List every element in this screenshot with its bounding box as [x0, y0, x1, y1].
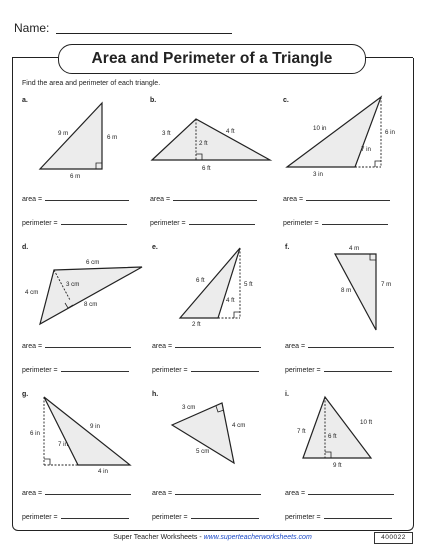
- perimeter-answer-a[interactable]: [22, 217, 127, 227]
- problem-letter: e.: [152, 244, 158, 251]
- triangle-g: [22, 391, 152, 491]
- perimeter-answer-d[interactable]: [22, 364, 129, 374]
- problem-b: [150, 97, 280, 247]
- area-answer-f[interactable]: [285, 340, 394, 350]
- label-side: 6 ft: [328, 433, 337, 440]
- label-side: 8 m: [341, 287, 352, 294]
- area-answer-a[interactable]: [22, 193, 129, 203]
- area-label: area =: [285, 490, 306, 497]
- label-side: 7 ft: [297, 428, 306, 435]
- footer-link[interactable]: www.superteacherworksheets.com: [203, 534, 312, 541]
- label-side: 9 m: [58, 130, 69, 137]
- label-side: 6 m: [107, 134, 118, 141]
- perimeter-label: perimeter =: [152, 367, 188, 374]
- problem-letter: d.: [22, 244, 29, 251]
- label-side: 6 ft: [202, 165, 211, 172]
- problem-f: [285, 244, 415, 394]
- problem-letter: f.: [285, 244, 290, 251]
- label-side: 4 ft: [226, 297, 235, 304]
- area-label: area =: [152, 343, 173, 350]
- area-label: area =: [283, 196, 304, 203]
- problem-d: [22, 244, 152, 394]
- triangle-d: [22, 244, 152, 344]
- label-side: 5 ft: [244, 281, 253, 288]
- label-side: 3 cm: [182, 404, 196, 411]
- problem-letter: b.: [150, 97, 157, 104]
- area-answer-d[interactable]: [22, 340, 131, 350]
- perimeter-label: perimeter =: [150, 220, 186, 227]
- label-side: 7 in: [361, 146, 371, 153]
- triangle-h: [152, 391, 282, 491]
- perimeter-answer-h[interactable]: [152, 511, 259, 521]
- label-side: 10 in: [313, 125, 327, 132]
- area-answer-h[interactable]: [152, 487, 261, 497]
- triangle-f: [285, 244, 415, 344]
- worksheet-code: 400022: [374, 532, 413, 544]
- label-side: 3 cm: [66, 281, 80, 288]
- footer-brand: Super Teacher Worksheets -: [113, 534, 204, 541]
- perimeter-label: perimeter =: [152, 514, 188, 521]
- triangle-b: [150, 97, 280, 197]
- problem-i: [285, 391, 415, 541]
- label-side: 5 cm: [196, 448, 210, 455]
- problem-h: [152, 391, 282, 541]
- perimeter-label: perimeter =: [22, 514, 58, 521]
- label-side: 6 m: [70, 173, 81, 180]
- problem-a: [22, 97, 152, 247]
- area-answer-g[interactable]: [22, 487, 131, 497]
- area-label: area =: [22, 490, 43, 497]
- footer: [0, 534, 425, 541]
- triangle-i: [285, 391, 415, 491]
- label-side: 4 cm: [25, 289, 39, 296]
- problem-letter: h.: [152, 391, 159, 398]
- label-side: 2 ft: [192, 321, 201, 328]
- label-side: 9 ft: [333, 462, 342, 469]
- title-rule-right: [365, 57, 413, 58]
- triangle-a: [22, 97, 152, 197]
- problem-letter: c.: [283, 97, 289, 104]
- problem-c: [283, 97, 413, 247]
- perimeter-label: perimeter =: [283, 220, 319, 227]
- perimeter-answer-e[interactable]: [152, 364, 259, 374]
- triangle-c: [283, 97, 413, 197]
- triangle-e: [152, 244, 282, 344]
- area-label: area =: [285, 343, 306, 350]
- name-label: Name:: [14, 21, 50, 35]
- area-answer-c[interactable]: [283, 193, 390, 203]
- label-side: 8 cm: [84, 301, 98, 308]
- area-answer-i[interactable]: [285, 487, 394, 497]
- area-label: area =: [152, 490, 173, 497]
- problem-letter: a.: [22, 97, 28, 104]
- perimeter-label: perimeter =: [285, 367, 321, 374]
- area-label: area =: [150, 196, 171, 203]
- area-answer-b[interactable]: [150, 193, 257, 203]
- perimeter-answer-c[interactable]: [283, 217, 388, 227]
- label-side: 4 ft: [226, 128, 235, 135]
- label-side: 2 ft: [199, 140, 208, 147]
- perimeter-answer-b[interactable]: [150, 217, 255, 227]
- perimeter-answer-f[interactable]: [285, 364, 392, 374]
- label-side: 3 ft: [162, 130, 171, 137]
- label-side: 6 ft: [196, 277, 205, 284]
- label-side: 3 in: [313, 171, 323, 178]
- instructions: Find the area and perimeter of each triangle.: [22, 80, 161, 87]
- perimeter-label: perimeter =: [22, 220, 58, 227]
- problem-letter: i.: [285, 391, 289, 398]
- label-side: 4 m: [349, 245, 360, 252]
- page-title: Area and Perimeter of a Triangle: [58, 44, 366, 74]
- area-label: area =: [22, 196, 43, 203]
- perimeter-label: perimeter =: [285, 514, 321, 521]
- area-label: area =: [22, 343, 43, 350]
- label-side: 6 cm: [86, 259, 100, 266]
- label-side: 7 in: [58, 441, 68, 448]
- label-side: 4 in: [98, 468, 108, 475]
- label-side: 6 in: [30, 430, 40, 437]
- name-field[interactable]: [56, 33, 232, 34]
- problem-letter: g.: [22, 391, 29, 398]
- label-side: 4 cm: [232, 422, 246, 429]
- title-rule-left: [12, 57, 58, 58]
- problem-e: [152, 244, 282, 394]
- label-side: 6 in: [385, 129, 395, 136]
- perimeter-answer-i[interactable]: [285, 511, 392, 521]
- perimeter-label: perimeter =: [22, 367, 58, 374]
- label-side: 9 in: [90, 423, 100, 430]
- label-side: 7 m: [381, 281, 392, 288]
- label-side: 10 ft: [360, 419, 373, 426]
- area-answer-e[interactable]: [152, 340, 261, 350]
- problem-g: [22, 391, 152, 541]
- perimeter-answer-g[interactable]: [22, 511, 129, 521]
